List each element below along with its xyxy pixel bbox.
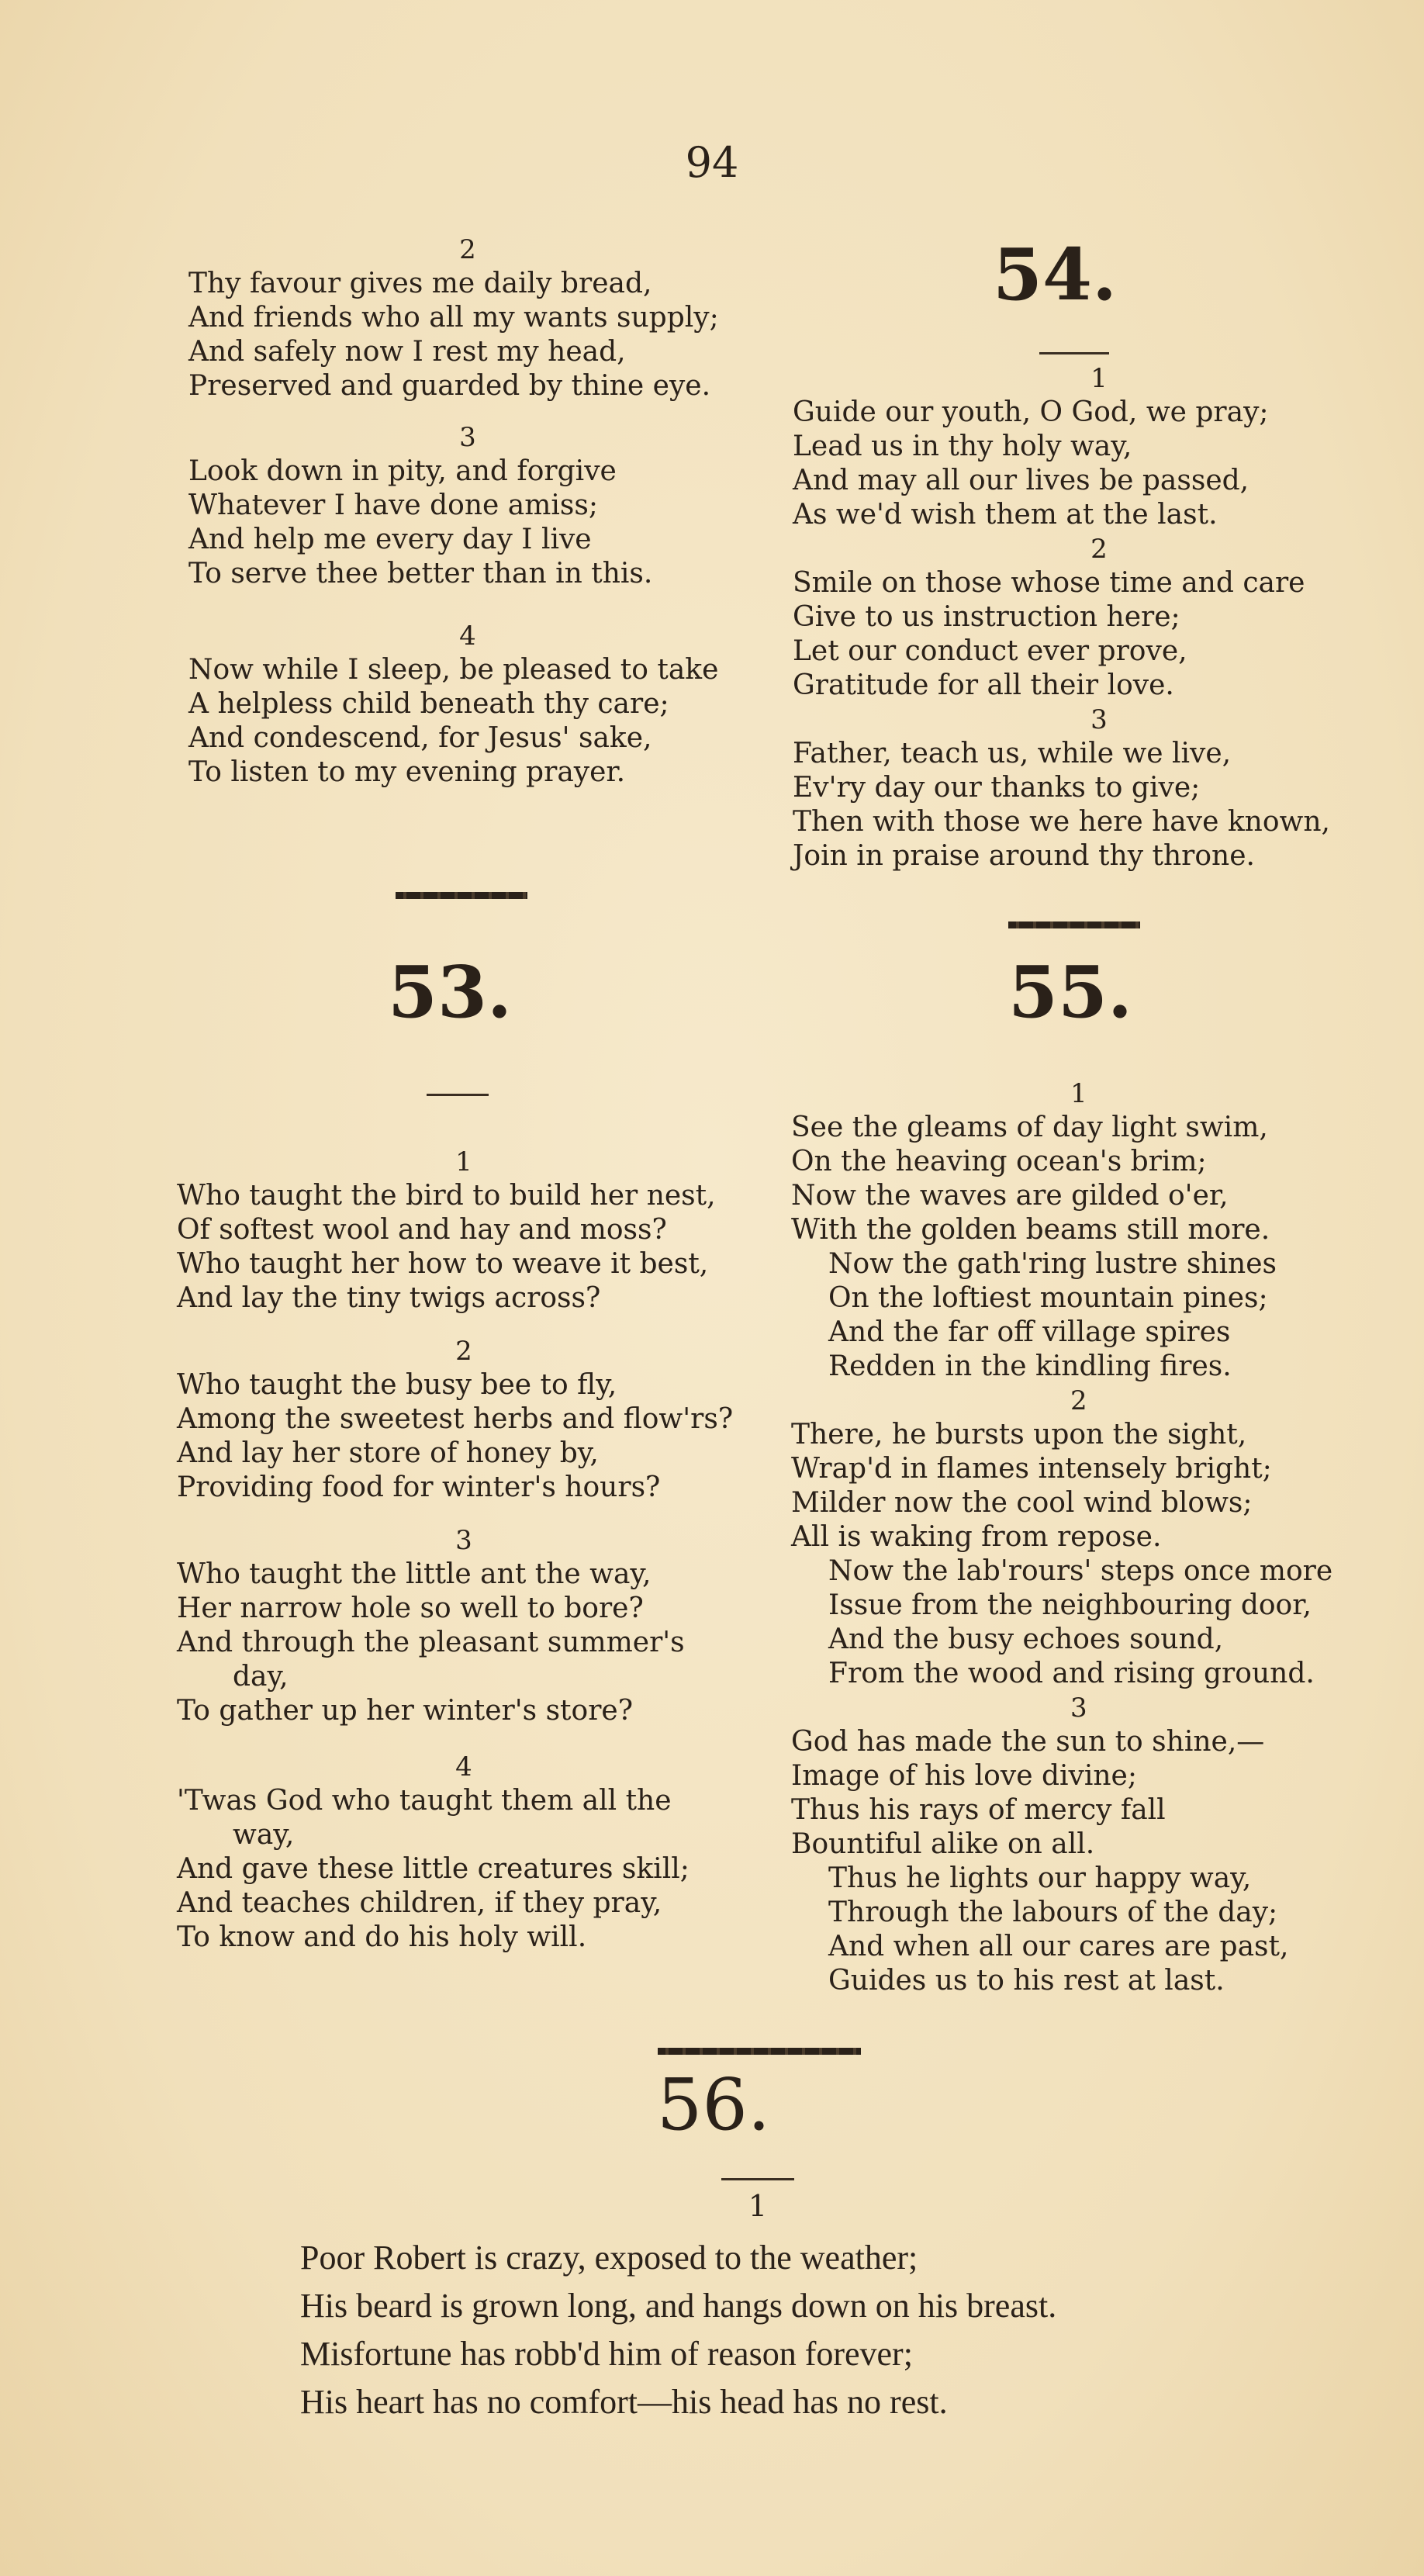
verse-line: Ev'ry day our thanks to give; (793, 772, 1201, 804)
verse-line: With the golden beams still more. (791, 1214, 1270, 1246)
verse-line: Guide our youth, O God, we pray; (793, 396, 1269, 428)
verse-number: 2 (455, 1336, 472, 1367)
verse-line: His beard is grown long, and hangs down on his breast. (300, 2287, 1057, 2325)
verse-line: And when all our cares are past, (828, 1931, 1289, 1962)
verse-line: And through the pleasant summer's (177, 1627, 685, 1658)
verse-line: way, (233, 1819, 295, 1851)
verse-line: There, he bursts upon the sight, (791, 1419, 1247, 1451)
verse-line: And teaches children, if they pray, (177, 1887, 662, 1919)
verse-line: And friends who all my wants supply; (188, 302, 719, 334)
verse-line: And lay the tiny twigs across? (177, 1282, 601, 1314)
verse-line: To listen to my evening prayer. (188, 756, 626, 788)
verse-number: 3 (1090, 704, 1108, 735)
hymn-56 (300, 2234, 1056, 2426)
verse-line: And gave these little creatures skill; (177, 1853, 690, 1885)
verse-line: From the wood and rising ground. (828, 1658, 1315, 1689)
verse-line: Redden in the kindling fires. (828, 1350, 1232, 1382)
verse-number: 1 (1090, 363, 1108, 394)
verse-line: To gather up her winter's store? (177, 1695, 634, 1727)
verse-number: 1 (1070, 1078, 1087, 1109)
verse-number: 1 (748, 2189, 768, 2223)
verse-line: 'Twas God who taught them all the (177, 1785, 672, 1817)
verse-line: Issue from the neighbouring door, (828, 1589, 1312, 1621)
hymn-52-continuation (188, 233, 747, 790)
verse-line: Through the labours of the day; (828, 1897, 1278, 1928)
verse-line: Then with those we here have known, (793, 806, 1330, 838)
verse-number: 1 (455, 1146, 472, 1177)
verse-line: day, (233, 1661, 289, 1693)
verse-line: Of softest wool and hay and moss? (177, 1214, 667, 1246)
verse-line: Smile on those whose time and care (793, 567, 1305, 599)
verse-line: Now the gath'ring lustre shines (828, 1248, 1277, 1280)
verse-line: Bountiful alike on all. (791, 1828, 1095, 1860)
verse-line: Give to us instruction here; (793, 601, 1180, 633)
verse-number: 2 (1070, 1385, 1087, 1416)
verse-line: Providing food for winter's hours? (177, 1471, 661, 1503)
verse-line: And the far off village spires (828, 1316, 1231, 1348)
verse-line: Image of his love divine; (791, 1760, 1137, 1792)
hymn-55-number: 55. (1008, 950, 1133, 1034)
verse-number: 2 (1090, 534, 1108, 565)
verse-number: 3 (459, 422, 476, 453)
short-rule (721, 2178, 794, 2180)
verse-line: Whatever I have done amiss; (188, 489, 598, 521)
verse-line: To serve thee better than in this. (188, 558, 653, 590)
verse-line: His heart has no comfort—his head has no rest. (300, 2383, 948, 2421)
hymn-55 (791, 1077, 1412, 1998)
verse-line: Milder now the cool wind blows; (791, 1487, 1253, 1519)
ornamental-rule (396, 892, 527, 899)
verse-line: And condescend, for Jesus' sake, (188, 722, 652, 754)
hymn-53 (177, 1145, 751, 1955)
verse-line: Now the waves are gilded o'er, (791, 1180, 1229, 1212)
hymn-56-number: 56. (656, 2063, 771, 2146)
page-number: 94 (685, 138, 739, 187)
verse-line: Who taught the little ant the way, (177, 1558, 652, 1590)
verse-line: As we'd wish them at the last. (793, 499, 1218, 531)
hymn-54 (793, 361, 1405, 873)
verse-line: Preserved and guarded by thine eye. (188, 370, 711, 402)
verse-line: Look down in pity, and forgive (188, 455, 617, 487)
verse-line: God has made the sun to shine,— (791, 1726, 1265, 1758)
verse-line: Now the lab'rours' steps once more (828, 1555, 1333, 1587)
verse-line: On the heaving ocean's brim; (791, 1146, 1207, 1177)
verse-line: And help me every day I live (188, 524, 592, 555)
verse-line: Lead us in thy holy way, (793, 430, 1132, 462)
verse-line: A helpless child beneath thy care; (188, 688, 669, 720)
verse-number: 2 (459, 234, 476, 265)
verse-line: To know and do his holy will. (177, 1921, 587, 1953)
verse-line: Thy favour gives me daily bread, (188, 268, 652, 299)
verse-line: Guides us to his rest at last. (828, 1965, 1225, 1997)
verse-line: And the busy echoes sound, (828, 1623, 1224, 1655)
verse-number: 4 (455, 1751, 472, 1782)
verse-line: Misfortune has robb'd him of reason forever; (300, 2335, 913, 2373)
verse-line: Poor Robert is crazy, exposed to the weather; (300, 2239, 918, 2277)
verse-line: Wrap'd in flames intensely bright; (791, 1453, 1272, 1485)
hymn-53-number: 53. (387, 950, 513, 1034)
verse-line: Gratitude for all their love. (793, 669, 1174, 701)
verse-number: 3 (1070, 1693, 1087, 1724)
verse-line: See the gleams of day light swim, (791, 1112, 1268, 1143)
ornamental-rule (1008, 921, 1140, 928)
verse-line: And may all our lives be passed, (793, 465, 1249, 496)
verse-line: Who taught the busy bee to fly, (177, 1369, 617, 1401)
verse-line: On the loftiest mountain pines; (828, 1282, 1268, 1314)
verse-line: Now while I sleep, be pleased to take (188, 654, 719, 686)
verse-line: Join in praise around thy throne. (793, 840, 1255, 872)
hymn-54-number: 54. (992, 233, 1118, 316)
verse-line: Let our conduct ever prove, (793, 635, 1187, 667)
verse-line: All is waking from repose. (791, 1521, 1162, 1553)
verse-line: Father, teach us, while we live, (793, 738, 1232, 769)
verse-number: 3 (455, 1525, 472, 1556)
verse-number: 4 (459, 621, 476, 652)
verse-line: And lay her store of honey by, (177, 1437, 599, 1469)
verse-line: Her narrow hole so well to bore? (177, 1592, 644, 1624)
verse-line: Thus he lights our happy way, (828, 1862, 1252, 1894)
verse-line: Thus his rays of mercy fall (791, 1794, 1166, 1826)
ornamental-rule (658, 2048, 861, 2055)
verse-line: And safely now I rest my head, (188, 336, 626, 368)
short-rule (1039, 352, 1109, 354)
short-rule (427, 1094, 489, 1096)
verse-line: Who taught the bird to build her nest, (177, 1180, 716, 1212)
verse-line: Among the sweetest herbs and flow'rs? (177, 1403, 734, 1435)
verse-line: Who taught her how to weave it best, (177, 1248, 709, 1280)
